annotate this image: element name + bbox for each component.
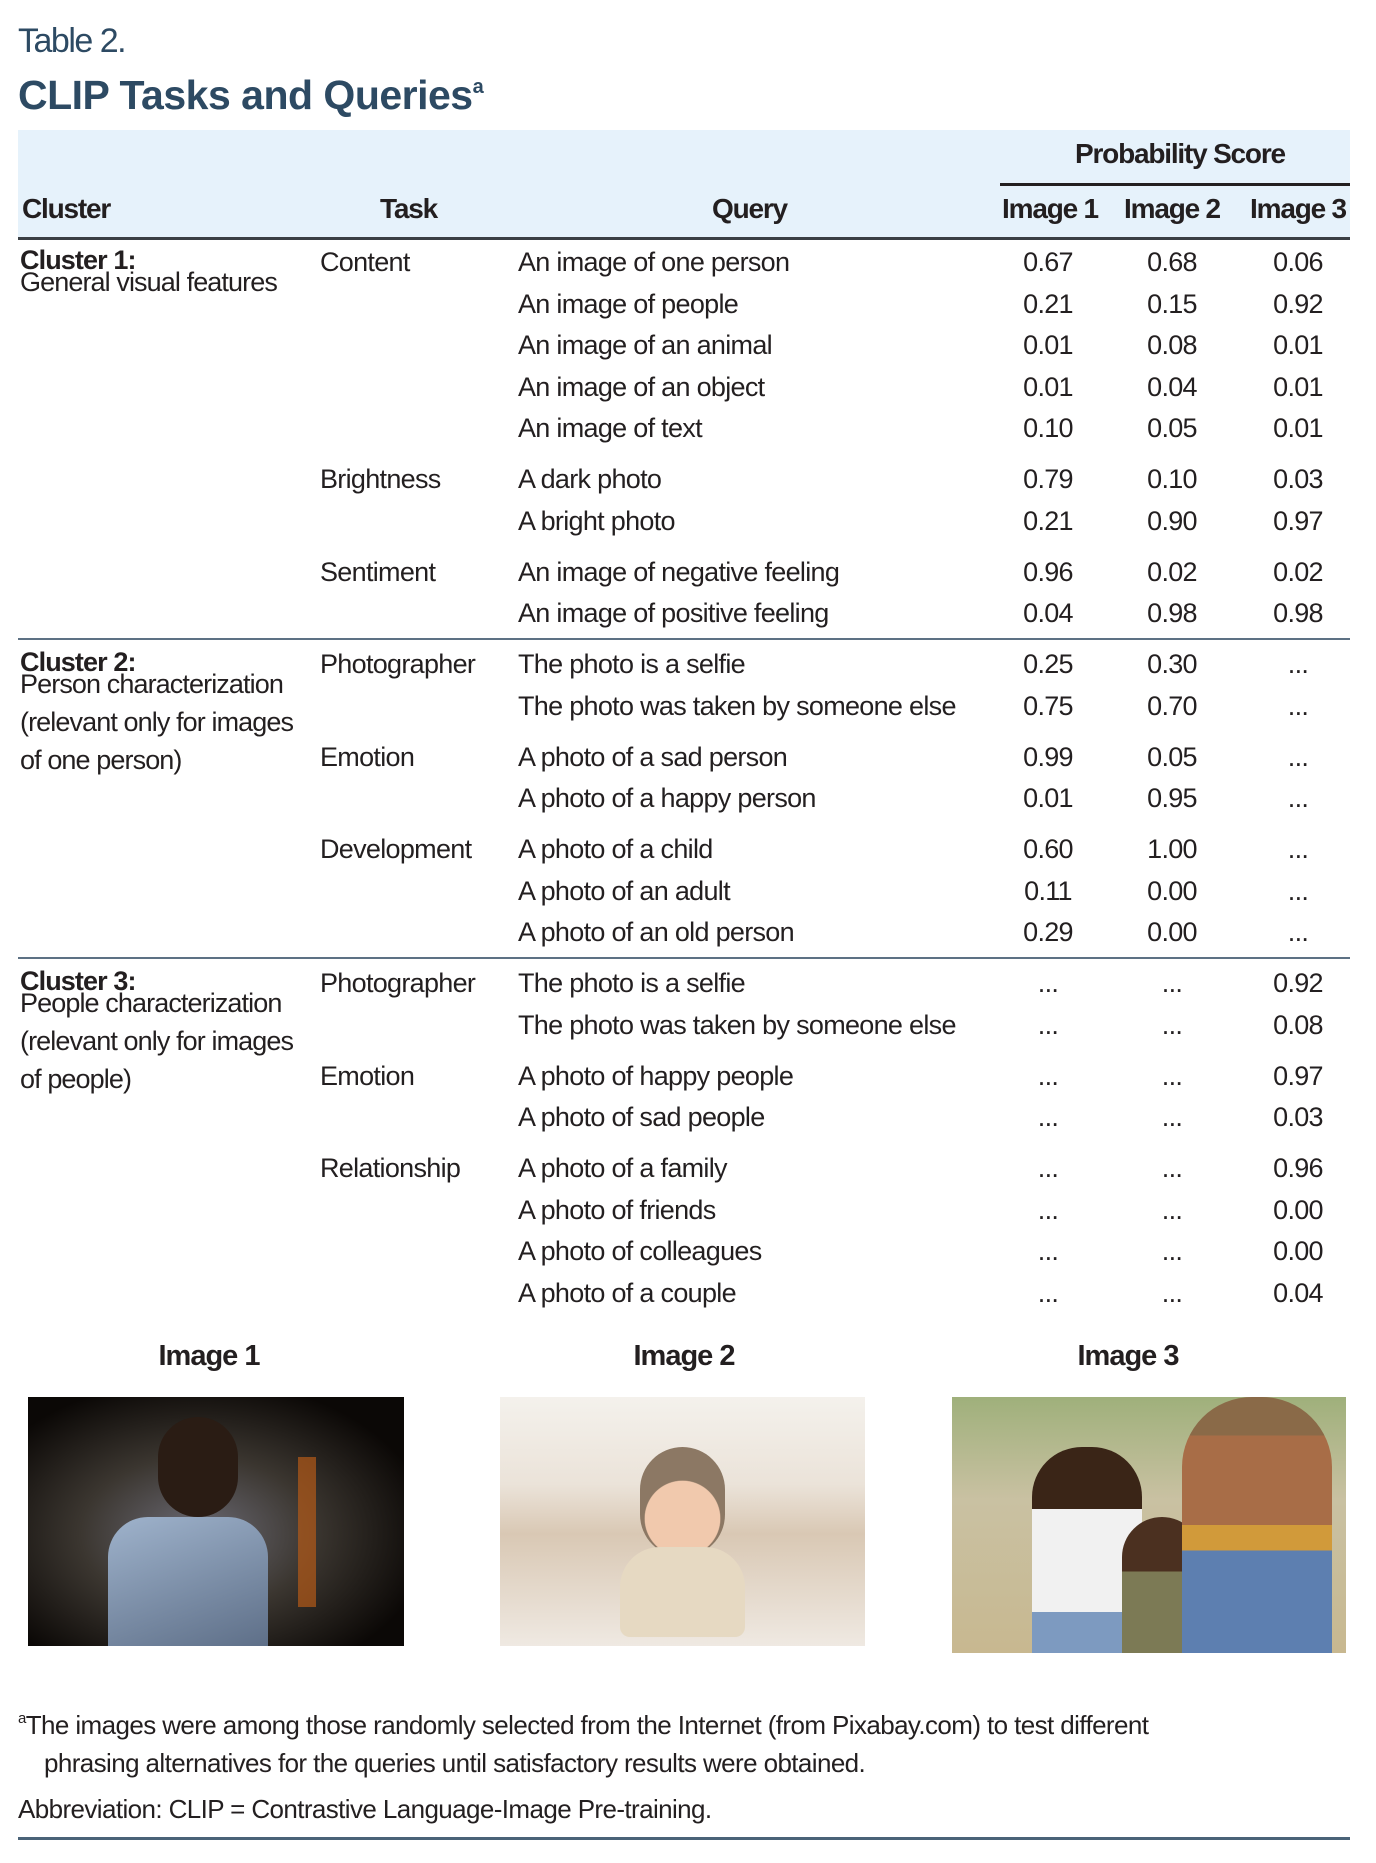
- score-image-2: ...: [1161, 1060, 1183, 1091]
- query-text: A photo of an old person: [518, 917, 794, 947]
- footnote-a-line2: phrasing alternatives for the queries until satisfactory results were obtained.: [44, 1748, 866, 1778]
- table-title-text: CLIP Tasks and Queries: [18, 72, 473, 118]
- table-title: [18, 72, 483, 119]
- score-image-1: ...: [1037, 1153, 1059, 1183]
- score-image-2: 0.90: [1147, 505, 1197, 536]
- query-text: A dark photo: [518, 464, 662, 494]
- header-query: Query: [712, 193, 787, 224]
- score-image-3: 0.98: [1273, 598, 1323, 628]
- task-label: Emotion: [320, 741, 415, 772]
- score-image-2: 0.98: [1147, 598, 1197, 628]
- photo-image-1-sad-person: [28, 1397, 404, 1646]
- query-text: A photo of an adult: [518, 875, 730, 906]
- task-label: Content: [320, 247, 410, 277]
- photo-label-1: Image 1: [158, 1340, 260, 1372]
- score-image-1: ...: [1037, 1194, 1059, 1225]
- score-image-3: 0.04: [1273, 1277, 1323, 1308]
- score-image-3: ...: [1287, 875, 1309, 906]
- score-image-3: 0.01: [1273, 371, 1323, 402]
- score-image-1: ...: [1037, 1236, 1059, 1266]
- score-image-2: 0.05: [1147, 741, 1197, 772]
- score-image-2: 1.00: [1147, 834, 1197, 864]
- query-text: A photo of a sad person: [518, 741, 788, 772]
- cluster-description: (relevant only for images: [20, 1026, 294, 1056]
- header-cluster: Cluster: [22, 193, 111, 224]
- footnote-a-line1: The images were among those randomly selected from the Internet (from Pixabay.com) to test different: [25, 1710, 1149, 1740]
- task-label: Sentiment: [320, 556, 436, 587]
- bottom-rule: [18, 1837, 1350, 1840]
- score-image-3: 0.06: [1273, 247, 1323, 277]
- score-image-2: 0.15: [1147, 288, 1197, 319]
- query-text: A photo of a child: [518, 834, 713, 864]
- score-image-3: 0.00: [1273, 1194, 1323, 1225]
- score-image-2: 0.08: [1147, 330, 1197, 360]
- header-rule: [18, 237, 1350, 240]
- query-text: A photo of a happy person: [518, 783, 816, 813]
- query-text: The photo was taken by someone else: [518, 690, 956, 721]
- photo-figure-head: [158, 1417, 238, 1517]
- probability-score-rule: [1000, 183, 1350, 186]
- query-text: An image of an object: [518, 371, 765, 402]
- query-text: An image of negative feeling: [518, 556, 840, 587]
- score-image-2: 0.00: [1147, 917, 1197, 947]
- score-image-3: 0.92: [1273, 968, 1323, 998]
- score-image-2: 0.00: [1147, 875, 1197, 906]
- score-image-1: 0.10: [1023, 413, 1073, 443]
- score-image-3: 0.02: [1273, 556, 1323, 587]
- score-image-2: ...: [1161, 1194, 1183, 1225]
- footnote-a-mark: a: [18, 1710, 26, 1727]
- score-image-2: 0.04: [1147, 371, 1197, 402]
- query-text: A photo of friends: [518, 1194, 716, 1225]
- score-image-1: ...: [1037, 1009, 1059, 1040]
- score-image-2: 0.68: [1147, 247, 1197, 277]
- score-image-2: ...: [1161, 1236, 1183, 1266]
- score-image-3: 0.01: [1273, 413, 1323, 443]
- photo-label-2: Image 2: [633, 1340, 735, 1372]
- cluster-description: Person characterization: [20, 669, 283, 699]
- header-image-1: Image 1: [1002, 193, 1098, 224]
- cluster-description: of one person): [20, 745, 182, 775]
- query-text: The photo was taken by someone else: [518, 1009, 956, 1040]
- task-label: Photographer: [320, 968, 476, 998]
- score-image-2: ...: [1161, 1277, 1183, 1308]
- score-image-2: ...: [1161, 1102, 1183, 1132]
- score-image-2: ...: [1161, 968, 1183, 998]
- score-image-1: ...: [1037, 968, 1059, 998]
- query-text: An image of positive feeling: [518, 598, 829, 628]
- photo-image-2-happy-baby: [500, 1397, 865, 1646]
- score-image-3: 0.08: [1273, 1009, 1323, 1040]
- score-image-3: ...: [1287, 783, 1309, 813]
- query-text: An image of text: [518, 413, 702, 443]
- task-label: Emotion: [320, 1060, 415, 1091]
- score-image-1: 0.67: [1023, 247, 1073, 277]
- cluster-title-text: Cluster 2:: [20, 647, 136, 677]
- cluster-separator: [18, 638, 1350, 640]
- score-image-1: 0.60: [1023, 834, 1073, 864]
- score-image-2: 0.30: [1147, 649, 1197, 679]
- photo-light-stripe: [298, 1457, 316, 1607]
- cluster-title-text: Cluster 3:: [20, 966, 136, 996]
- cluster-description: of people): [20, 1064, 132, 1094]
- cluster-separator: [18, 957, 1350, 959]
- photo-label-3: Image 3: [1077, 1340, 1179, 1372]
- score-image-1: 0.01: [1023, 371, 1073, 402]
- query-text: An image of people: [518, 288, 739, 319]
- score-image-3: ...: [1287, 649, 1309, 679]
- score-image-3: 0.03: [1273, 464, 1323, 494]
- query-text: A photo of sad people: [518, 1102, 765, 1132]
- score-image-3: 0.00: [1273, 1236, 1323, 1266]
- task-label: Photographer: [320, 649, 476, 679]
- task-label: Relationship: [320, 1153, 461, 1183]
- score-image-2: 0.70: [1147, 690, 1197, 721]
- score-image-2: 0.95: [1147, 783, 1197, 813]
- score-image-1: 0.79: [1023, 464, 1073, 494]
- cluster-title-text: Cluster 1:: [20, 245, 136, 275]
- score-image-1: 0.75: [1023, 690, 1073, 721]
- score-image-1: 0.04: [1023, 598, 1073, 628]
- photo-baby-body: [620, 1547, 745, 1637]
- table-label: Table 2.: [18, 22, 126, 60]
- score-image-1: ...: [1037, 1102, 1059, 1132]
- query-text: An image of an animal: [518, 330, 772, 360]
- score-image-1: ...: [1037, 1277, 1059, 1308]
- score-image-3: 0.01: [1273, 330, 1323, 360]
- score-image-1: ...: [1037, 1060, 1059, 1091]
- score-image-2: 0.02: [1147, 556, 1197, 587]
- score-image-2: 0.05: [1147, 413, 1197, 443]
- score-image-3: 0.92: [1273, 288, 1323, 319]
- photo-figure-shirt: [108, 1517, 268, 1646]
- score-image-3: 0.96: [1273, 1153, 1323, 1183]
- score-image-2: 0.10: [1147, 464, 1197, 494]
- cluster-description: General visual features: [20, 267, 277, 297]
- header-image-2: Image 2: [1124, 193, 1220, 224]
- photo-baby-head: [640, 1447, 725, 1557]
- score-image-1: 0.01: [1023, 783, 1073, 813]
- query-text: The photo is a selfie: [518, 968, 745, 998]
- header-probability-score: Probability Score: [1075, 138, 1285, 169]
- query-text: The photo is a selfie: [518, 649, 745, 679]
- score-image-2: ...: [1161, 1153, 1183, 1183]
- footnote-mark: a: [472, 76, 484, 98]
- query-text: A photo of colleagues: [518, 1236, 762, 1266]
- score-image-1: 0.11: [1024, 875, 1072, 906]
- footnote-a: [18, 1710, 1148, 1741]
- score-image-1: 0.01: [1023, 330, 1073, 360]
- photo-image-3-family: [952, 1397, 1346, 1653]
- score-image-3: ...: [1287, 741, 1309, 772]
- query-text: A photo of a family: [518, 1153, 727, 1183]
- query-text: An image of one person: [518, 247, 790, 277]
- score-image-3: 0.97: [1273, 1060, 1323, 1091]
- score-image-1: 0.21: [1023, 288, 1073, 319]
- query-text: A bright photo: [518, 505, 675, 536]
- task-label: Brightness: [320, 464, 441, 494]
- score-image-3: 0.97: [1273, 505, 1323, 536]
- score-image-3: ...: [1287, 690, 1309, 721]
- cluster-description: (relevant only for images: [20, 707, 294, 737]
- task-label: Development: [320, 834, 472, 864]
- score-image-1: 0.25: [1023, 649, 1073, 679]
- score-image-1: 0.99: [1023, 741, 1073, 772]
- score-image-1: 0.29: [1023, 917, 1073, 947]
- query-text: A photo of a couple: [518, 1277, 736, 1308]
- query-text: A photo of happy people: [518, 1060, 794, 1091]
- header-task: Task: [380, 193, 437, 224]
- score-image-1: 0.96: [1023, 556, 1073, 587]
- cluster-description: People characterization: [20, 988, 282, 1018]
- score-image-3: ...: [1287, 834, 1309, 864]
- header-image-3: Image 3: [1250, 193, 1346, 224]
- abbreviation-note: Abbreviation: CLIP = Contrastive Language-Image Pre-training.: [18, 1794, 712, 1824]
- score-image-3: 0.03: [1273, 1102, 1323, 1132]
- score-image-2: ...: [1161, 1009, 1183, 1040]
- score-image-1: 0.21: [1023, 505, 1073, 536]
- photo-woman: [1182, 1397, 1332, 1653]
- score-image-3: ...: [1287, 917, 1309, 947]
